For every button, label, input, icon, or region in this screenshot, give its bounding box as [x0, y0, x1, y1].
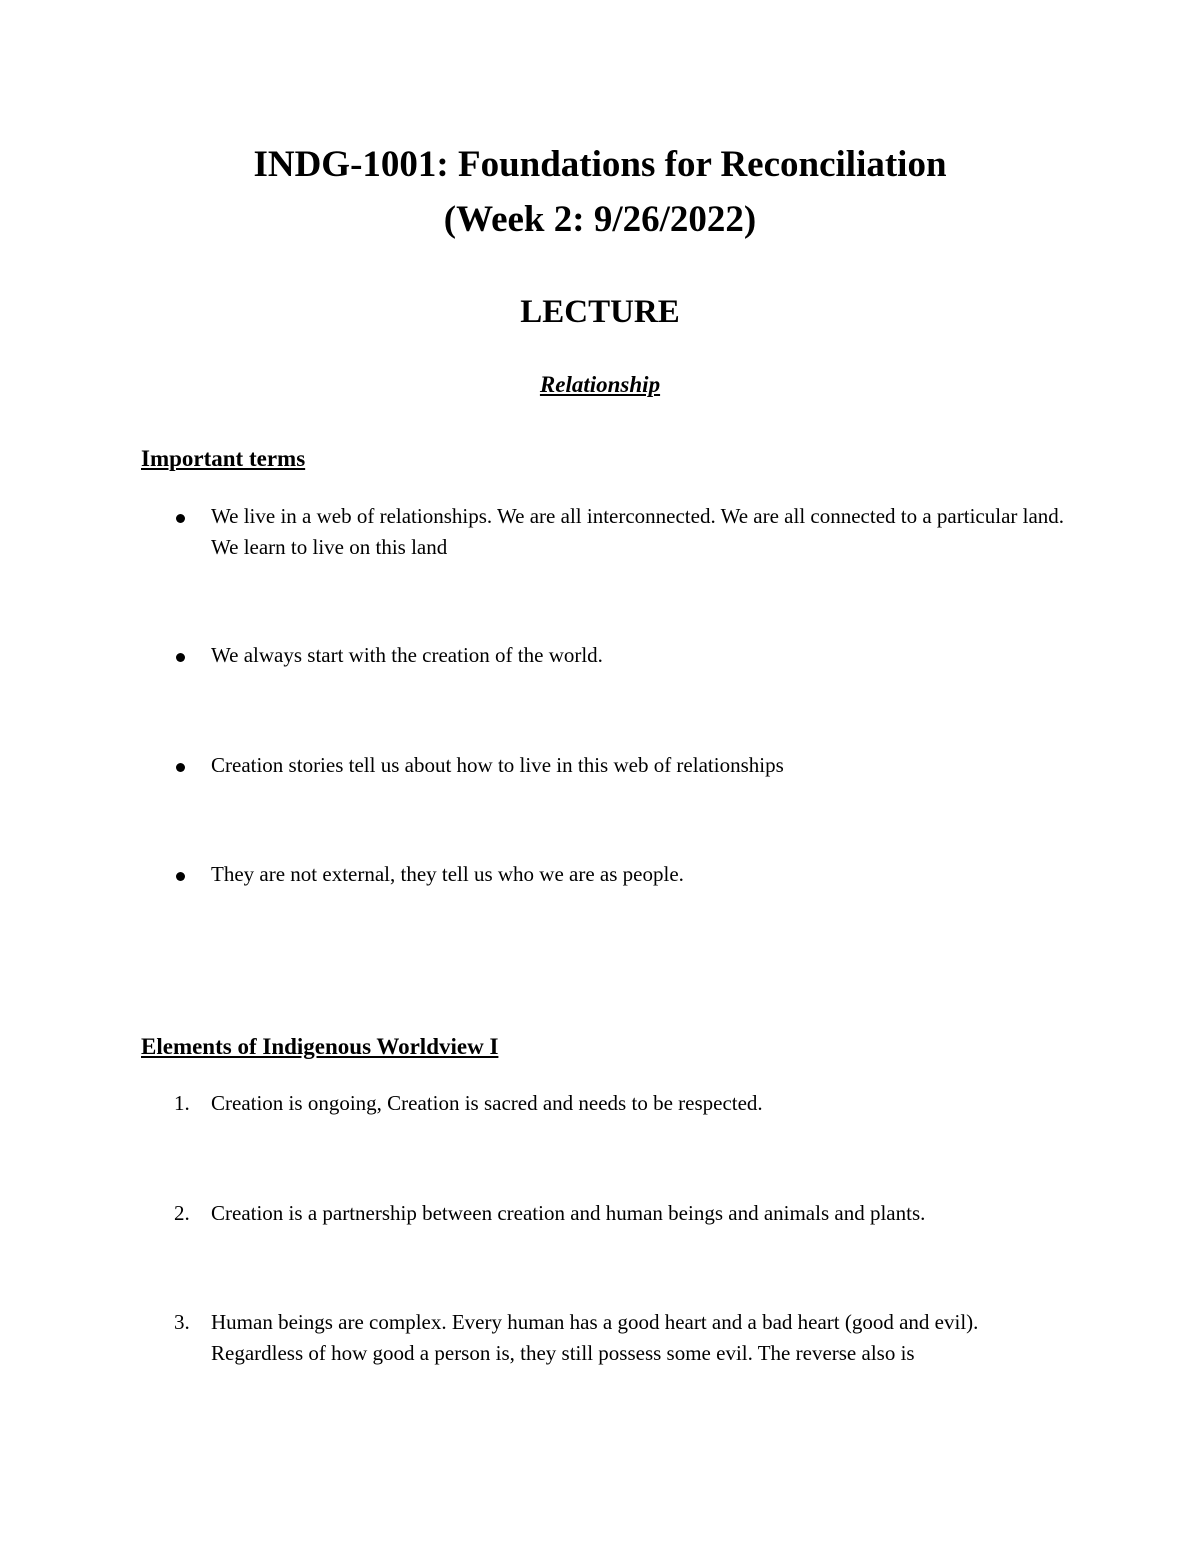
- list-item: We live in a web of relationships. We are all interconnected. We are all connected to a particular land. We learn to live on this land: [211, 504, 1065, 559]
- lecture-heading: LECTURE: [520, 294, 680, 330]
- bullet-icon: [176, 653, 185, 662]
- document-title-line-2: (Week 2: 9/26/2022): [443, 199, 757, 240]
- bullet-icon: [176, 763, 185, 772]
- list-item-number: 2.: [174, 1201, 190, 1225]
- list-item: Human beings are complex. Every human has a good heart and a bad heart (good and evil). Regardless of how good a person is, they still possess some evil. The reverse also is: [211, 1310, 979, 1365]
- list-item-number: 1.: [174, 1091, 190, 1115]
- section-heading-important-terms: Important terms: [141, 446, 306, 471]
- relationship-subheading: Relationship: [539, 372, 661, 397]
- list-item: Creation stories tell us about how to live in this web of relationships: [211, 753, 784, 777]
- list-item: We always start with the creation of the world.: [211, 643, 603, 667]
- list-item: Creation is a partnership between creation and human beings and animals and plants.: [211, 1201, 926, 1225]
- bullet-icon: [176, 514, 185, 523]
- list-item: Creation is ongoing, Creation is sacred and needs to be respected.: [211, 1091, 763, 1115]
- list-item: They are not external, they tell us who we are as people.: [211, 862, 684, 886]
- list-item-number: 3.: [174, 1310, 190, 1334]
- bullet-icon: [176, 872, 185, 881]
- document-title-line-1: INDG-1001: Foundations for Reconciliation: [253, 144, 947, 185]
- section-heading-indigenous-worldview: Elements of Indigenous Worldview I: [141, 1034, 499, 1059]
